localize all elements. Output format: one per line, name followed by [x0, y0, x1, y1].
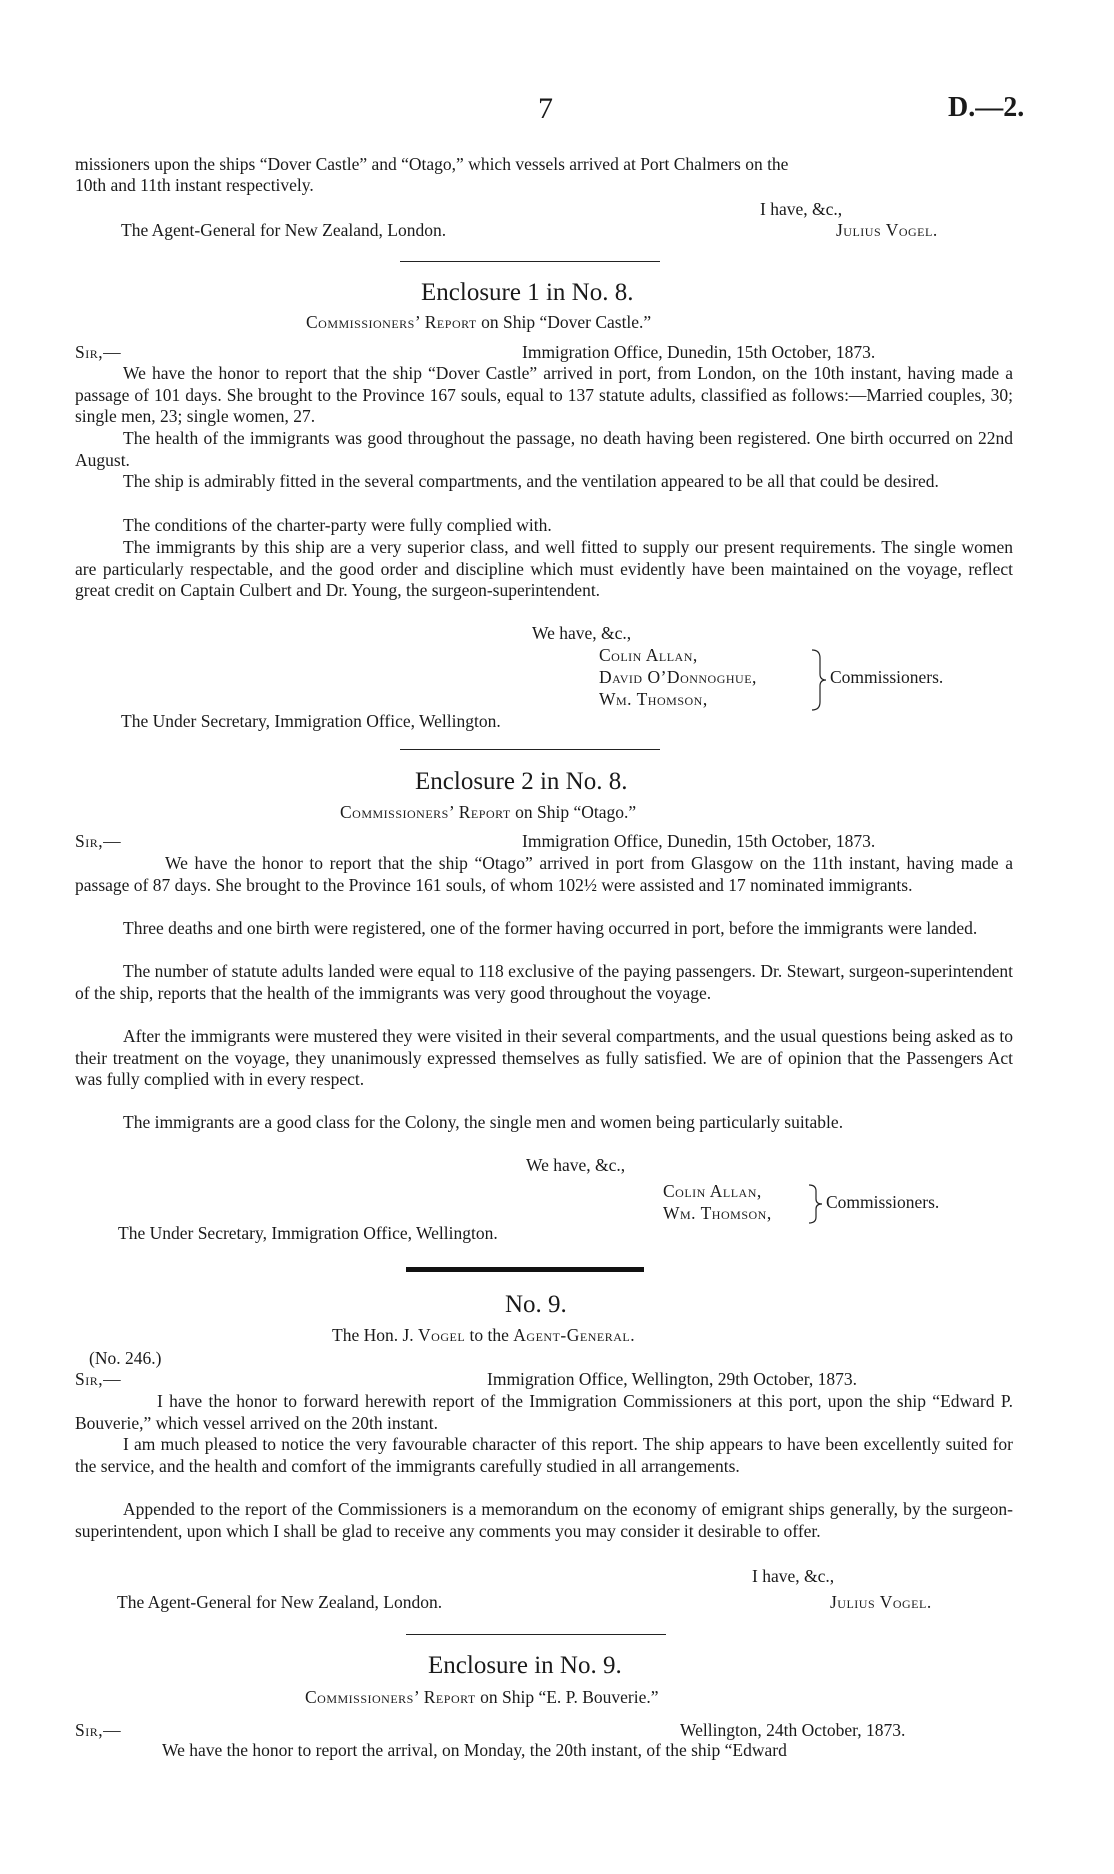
enclosure-no9-first-line: We have the honor to report the arrival, on Monday, the 20th instant, of the ship “Edward	[162, 1740, 787, 1760]
no9-para-1: I have the honor to forward herewith report of the Immigration Commissioners at this port, upon the ship “Edward P. Bouverie,” which vessel arrived on the 20th instant.	[75, 1391, 1013, 1433]
enclosure-1-closing: We have, &c.,	[532, 623, 632, 643]
enclosure-2-salutation: Sir,—	[75, 831, 122, 851]
page-number: 7	[538, 92, 553, 125]
enclosure-no9-subtitle: Commissioners’ Report on Ship “E. P. Bouverie.”	[305, 1687, 659, 1707]
enclosure-2-subtitle: Commissioners’ Report on Ship “Otago.”	[340, 802, 637, 822]
enclosure-2-para-4: After the immigrants were mustered they were visited in their several compartments, and the usual questions being asked as to their treatment on the voyage, they unanimously expressed themselves as fully satisfied. We are of opinion that the Passengers Act was fully complied with in every respect.	[75, 1026, 1013, 1089]
enclosure-1-title: Enclosure 1 in No. 8.	[421, 279, 634, 306]
enclosure-1-signer-3: Wm. Thomson,	[599, 689, 708, 709]
enclosure-2-role: Commissioners.	[826, 1192, 940, 1212]
section-divider	[400, 749, 660, 750]
no9-para-2: I am much pleased to notice the very favourable character of this report. The ship appears to have been excellently suited for the service, and the health and comfort of the immigrants carefully studied in all arrangements.	[75, 1434, 1013, 1476]
intro-recipient: The Agent-General for New Zealand, London.	[121, 220, 447, 240]
section-divider-thick	[406, 1267, 644, 1272]
no9-subtitle: The Hon. J. Vogel to the Agent-General.	[332, 1325, 636, 1345]
enclosure-1-signer-1: Colin Allan,	[599, 645, 698, 665]
enclosure-2-para-3: The number of statute adults landed were equal to 118 exclusive of the paying passengers. Dr. Stewart, surgeon-superintendent of the ship, reports that the health of the immigrants was very good throughout the voyage.	[75, 961, 1013, 1003]
enclosure-1-role: Commissioners.	[830, 667, 944, 687]
enclosure-2-para-1: We have the honor to report that the ship “Otago” arrived in port from Glasgow on the 11th instant, having made a passage of 87 days. She brought to the Province 161 souls, of whom 102½ were assisted and 17 nominated immigrants.	[75, 853, 1013, 895]
intro-line-2: 10th and 11th instant respectively.	[75, 175, 314, 195]
no9-para-3: Appended to the report of the Commissioners is a memorandum on the economy of emigrant ships generally, by the surgeon-superintendent, upon which I shall be glad to receive any comments you may consider it desirable to offer.	[75, 1499, 1013, 1541]
no9-recipient: The Agent-General for New Zealand, London.	[117, 1592, 443, 1612]
enclosure-2-signer-2: Wm. Thomson,	[663, 1203, 772, 1223]
no9-dateline: Immigration Office, Wellington, 29th October, 1873.	[487, 1369, 858, 1389]
section-divider	[406, 1634, 666, 1635]
enclosure-2-dateline: Immigration Office, Dunedin, 15th October, 1873.	[522, 831, 876, 851]
enclosure-2-recipient: The Under Secretary, Immigration Office, Wellington.	[118, 1223, 498, 1243]
no9-title: No. 9.	[505, 1291, 567, 1318]
enclosure-2-signer-1: Colin Allan,	[663, 1181, 762, 1201]
enclosure-no9-title: Enclosure in No. 9.	[428, 1652, 622, 1679]
enclosure-1-para-2: The health of the immigrants was good throughout the passage, no death having been registered. One birth occurred on 22nd August.	[75, 428, 1013, 470]
enclosure-1-dateline: Immigration Office, Dunedin, 15th October, 1873.	[522, 342, 876, 362]
enclosure-2-title: Enclosure 2 in No. 8.	[415, 768, 628, 795]
section-divider	[400, 261, 660, 262]
enclosure-2-para-2: Three deaths and one birth were registered, one of the former having occurred in port, before the immigrants were landed.	[123, 918, 978, 938]
intro-line-1: missioners upon the ships “Dover Castle” and “Otago,” which vessels arrived at Port Chalmers on the	[75, 154, 789, 174]
no9-closing: I have, &c.,	[752, 1566, 835, 1586]
enclosure-2-closing: We have, &c.,	[526, 1155, 626, 1175]
enclosure-1-brace	[808, 648, 828, 712]
enclosure-no9-dateline: Wellington, 24th October, 1873.	[680, 1720, 906, 1740]
enclosure-1-para-1: We have the honor to report that the ship “Dover Castle” arrived in port, from London, on the 10th instant, having made a passage of 101 days. She brought to the Province 167 souls, equal to 137 statute adults, classified as follows:—Married couples, 30; single men, 23; single women, 27.	[75, 363, 1013, 426]
enclosure-1-recipient: The Under Secretary, Immigration Office, Wellington.	[121, 711, 501, 731]
enclosure-2-para-5: The immigrants are a good class for the Colony, the single men and women being particularly suitable.	[123, 1112, 844, 1132]
enclosure-no9-salutation: Sir,—	[75, 1720, 122, 1740]
no9-signatory: Julius Vogel.	[830, 1592, 932, 1612]
enclosure-1-para-4: The conditions of the charter-party were fully complied with.	[123, 515, 552, 535]
enclosure-1-para-3: The ship is admirably fitted in the several compartments, and the ventilation appeared to be all that could be desired.	[123, 471, 939, 491]
enclosure-1-signer-2: David O’Donnoghue,	[599, 667, 757, 687]
enclosure-2-brace	[806, 1183, 824, 1225]
enclosure-1-salutation: Sir,—	[75, 342, 122, 362]
intro-signatory: Julius Vogel.	[836, 220, 938, 240]
enclosure-1-para-5: The immigrants by this ship are a very superior class, and well fitted to supply our present requirements. The single women are particularly respectable, and the good order and discipline which must evidently have been maintained on the voyage, reflect great credit on Captain Culbert and Dr. Young, the surgeon-superintendent.	[75, 537, 1013, 600]
no9-salutation: Sir,—	[75, 1369, 122, 1389]
intro-closing: I have, &c.,	[760, 199, 843, 219]
no9-reference: (No. 246.)	[89, 1348, 162, 1368]
document-code: D.—2.	[948, 92, 1025, 123]
enclosure-1-subtitle: Commissioners’ Report on Ship “Dover Castle.”	[306, 312, 652, 332]
